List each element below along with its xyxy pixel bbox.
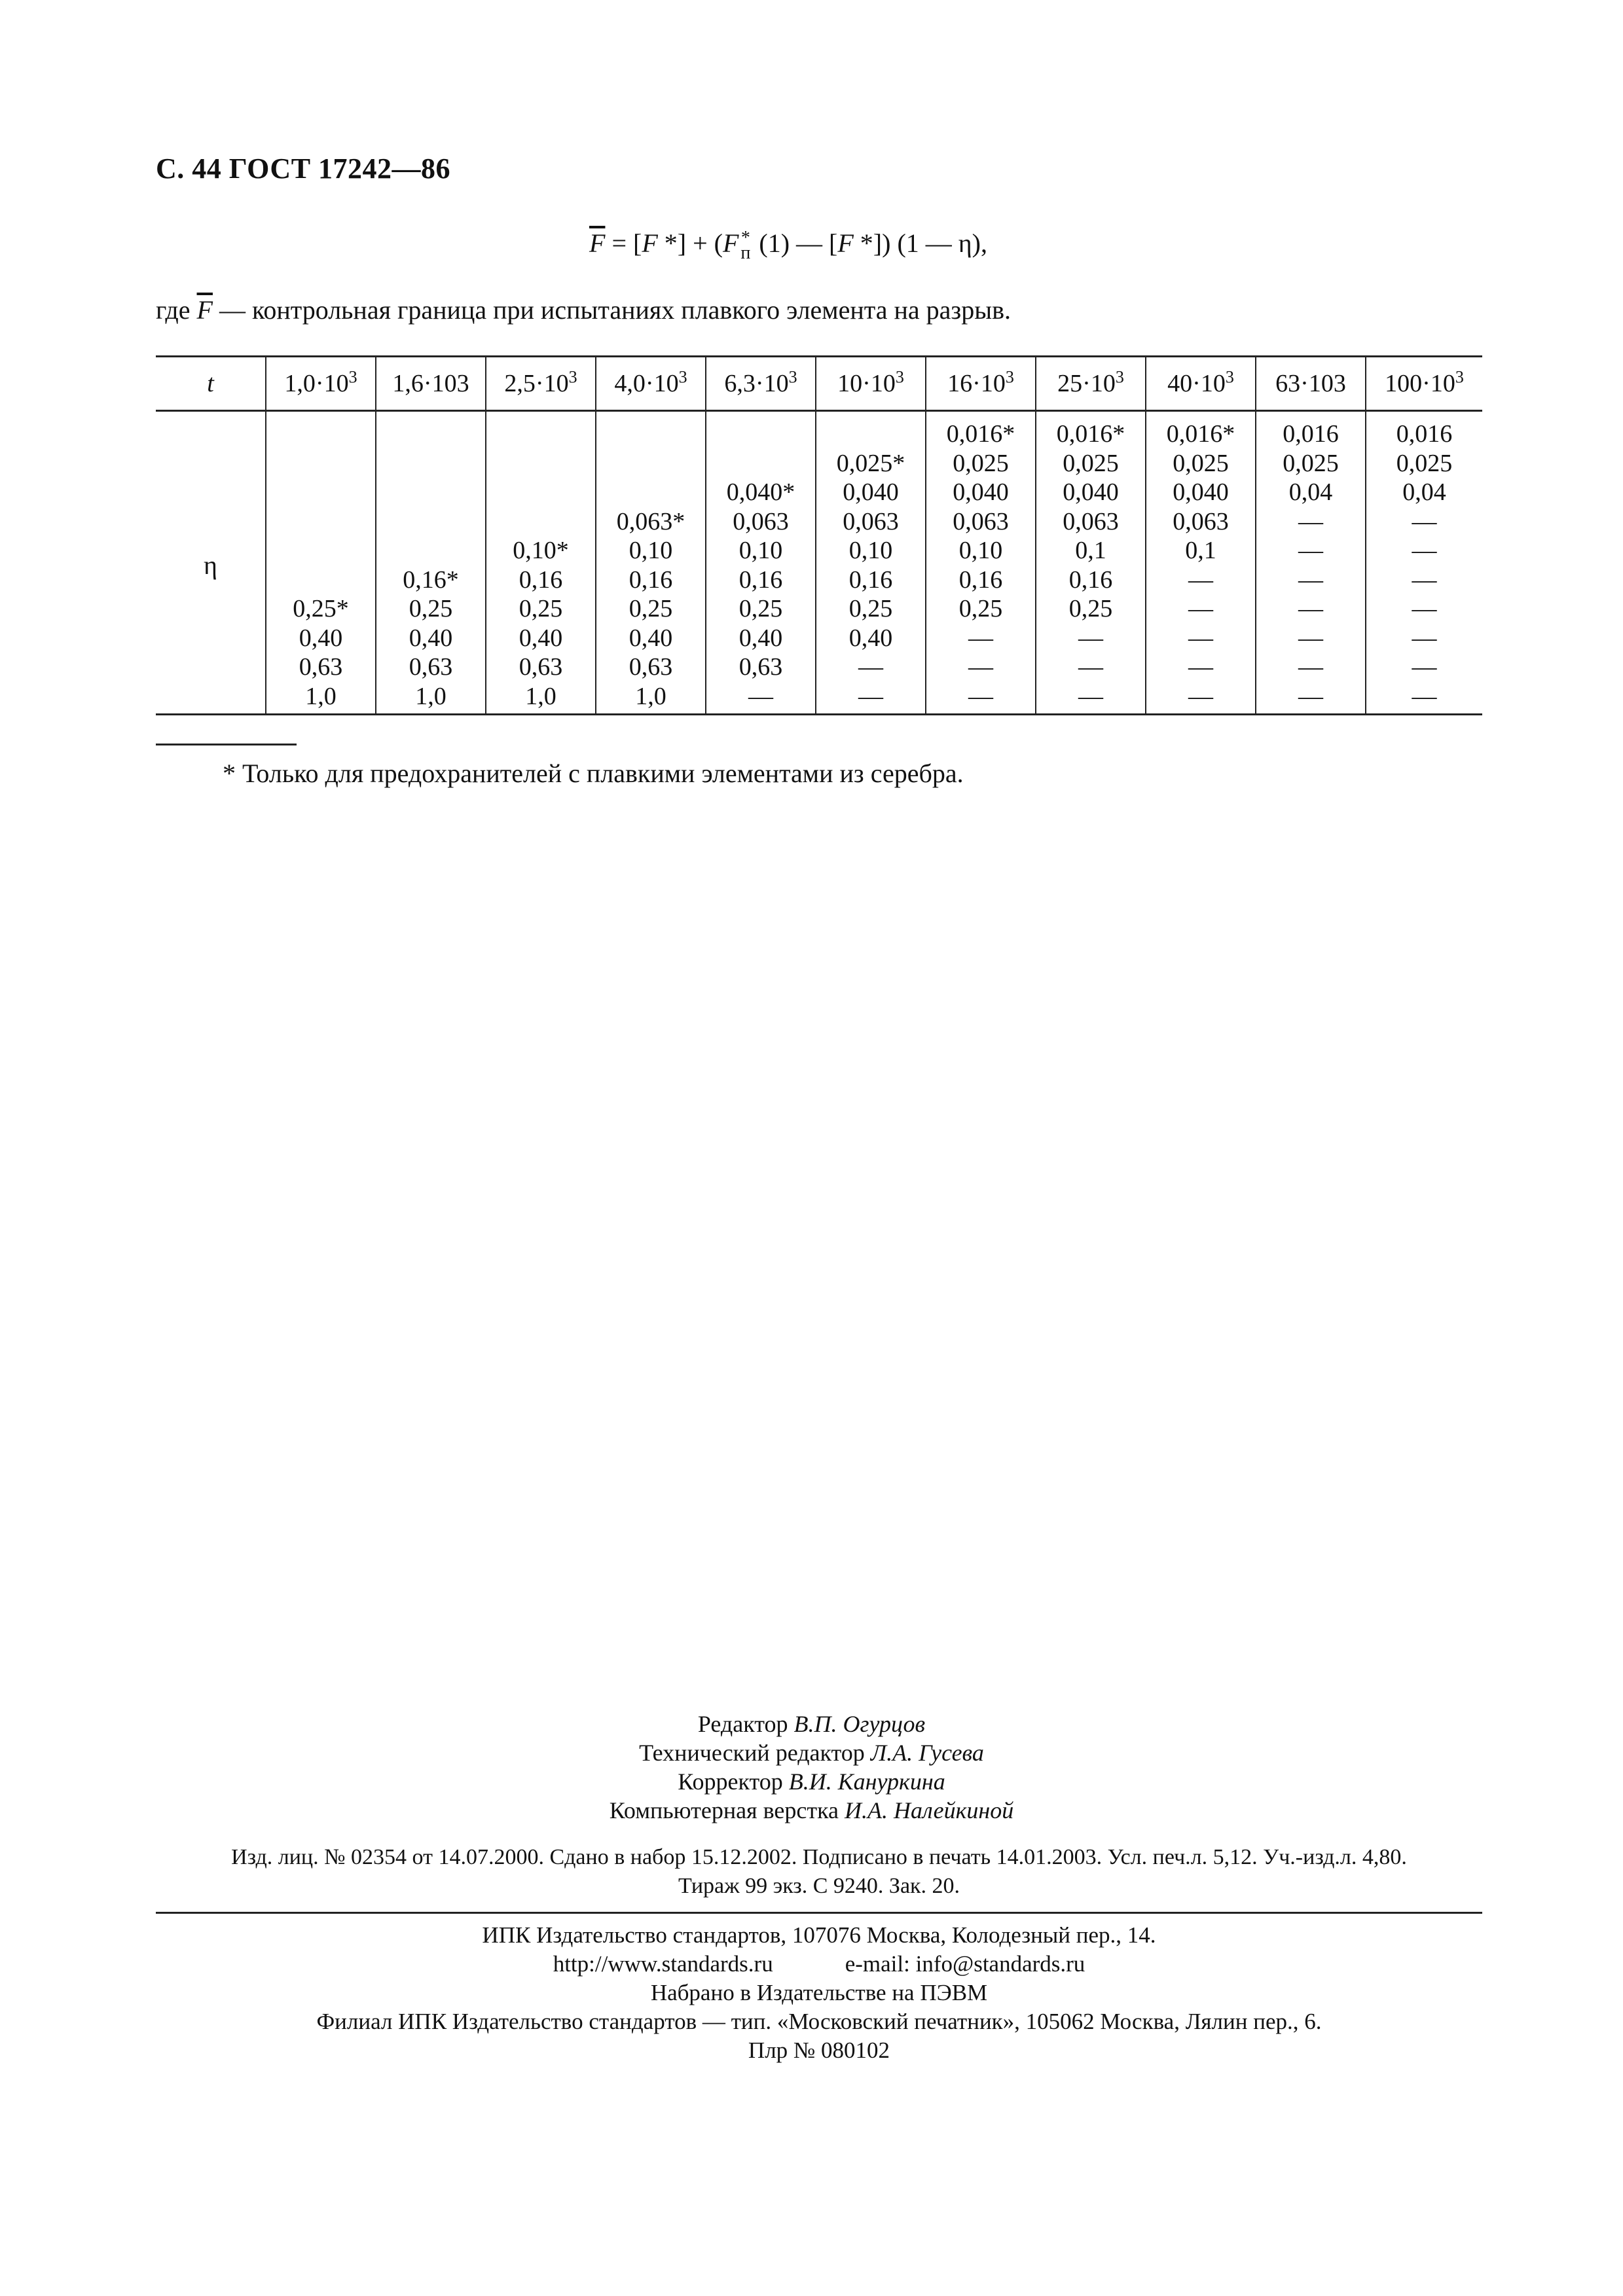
credit-line — [0, 1796, 1623, 1825]
credit-line — [0, 1710, 1623, 1738]
eta-value: 0,25* — [293, 595, 349, 622]
eta-value: — — [1412, 565, 1437, 594]
eta-value: — — [1188, 565, 1213, 594]
eta-value: 0,063 — [1063, 507, 1119, 535]
eta-value: 0,16 — [519, 565, 563, 594]
eta-value: — — [1188, 682, 1213, 710]
column-header-base: 10·10 — [837, 370, 896, 397]
eta-value: 0,04 — [1402, 478, 1446, 506]
eta-value: 0,1 — [1185, 537, 1216, 564]
eta-column-cell — [596, 411, 706, 715]
imprint-line: Изд. лиц. № 02354 от 14.07.2000. Сдано в набор 15.12.2002. Подписано в печать 14.01.2003. Усл. печ.л. 5,12. Уч.-изд.л. 4,80. — [231, 1845, 1407, 1869]
imprint — [156, 1843, 1482, 1901]
eta-value: 0,063 — [843, 507, 899, 535]
column-header — [706, 357, 816, 411]
credit-line — [0, 1767, 1623, 1796]
eta-value: 0,25 — [1068, 595, 1113, 622]
eta-value: 0,025 — [953, 449, 1009, 477]
eta-column-cell — [266, 411, 376, 715]
eta-value: 0,40 — [519, 624, 563, 652]
table-header-row — [156, 357, 1482, 411]
publisher-url[interactable]: http://www.standards.ru — [553, 1951, 773, 1977]
eta-value: 1,0 — [415, 682, 447, 710]
eta-value: — — [1298, 624, 1323, 652]
eta-value: 0,016* — [1166, 420, 1235, 448]
eta-value: 0,63 — [299, 653, 343, 681]
formula-sub: п — [740, 242, 751, 263]
formula-symbol: F — [837, 228, 854, 258]
eta-value: 0,063* — [616, 507, 685, 535]
eta-value: 0,10* — [513, 537, 569, 564]
publisher-line: Филиал ИПК Издательство стандартов — тип. «Московский печатник», 105062 Москва, Лялин пер., 6. — [316, 2009, 1322, 2034]
column-header-base: 16·10 — [947, 370, 1006, 397]
eta-value: — — [748, 682, 773, 710]
definition — [156, 295, 1011, 325]
eta-value: 0,016* — [1056, 420, 1125, 448]
eta-value: 0,025 — [1396, 449, 1453, 477]
eta-value: 0,040 — [953, 478, 1009, 506]
eta-value: — — [1298, 507, 1323, 535]
eta-value: 0,16 — [739, 565, 783, 594]
eta-value: — — [1412, 595, 1437, 622]
column-header-exponent: 3 — [1115, 367, 1124, 387]
column-header-exponent: 3 — [678, 367, 687, 387]
page-header: С. 44 ГОСТ 17242—86 — [156, 152, 451, 185]
column-header-base: 1,6·103 — [392, 370, 469, 397]
eta-column-cell — [706, 411, 816, 715]
footnote-rule — [156, 744, 297, 745]
table-row — [156, 411, 1482, 715]
eta-value: 0,40 — [848, 624, 893, 652]
eta-value: 0,63 — [409, 653, 453, 681]
column-header-base: 6,3·10 — [724, 370, 789, 397]
eta-value: 0,016 — [1283, 420, 1339, 448]
eta-column-cell — [1366, 411, 1482, 715]
eta-column-cell — [376, 411, 486, 715]
eta-value: 0,16 — [1068, 565, 1113, 594]
column-header-exponent: 3 — [895, 367, 904, 387]
publisher-email[interactable]: e-mail: info@standards.ru — [845, 1951, 1085, 1977]
eta-table — [156, 355, 1482, 715]
credit-role: Компьютерная верстка — [609, 1797, 845, 1823]
column-header-base: 40·10 — [1167, 370, 1226, 397]
eta-value: 0,25 — [739, 595, 783, 622]
formula-part: *]) (1 — η), — [853, 228, 987, 258]
eta-value: — — [1412, 682, 1437, 710]
definition-symbol: $\overline{F}$ — [196, 295, 213, 325]
formula-symbol: F — [722, 228, 739, 258]
eta-column-cell — [1036, 411, 1146, 715]
eta-value: — — [1078, 653, 1103, 681]
eta-value: 0,25 — [848, 595, 893, 622]
eta-value: 0,025 — [1173, 449, 1229, 477]
eta-value: 0,025 — [1283, 449, 1339, 477]
credit-role: Корректор — [678, 1768, 789, 1795]
eta-value: — — [1188, 653, 1213, 681]
formula — [589, 228, 987, 263]
eta-value: 1,0 — [305, 682, 337, 710]
eta-value: 0,40 — [299, 624, 343, 652]
eta-value: 0,063 — [953, 507, 1009, 535]
eta-value: 0,25 — [519, 595, 563, 622]
credit-role: Технический редактор — [639, 1740, 871, 1766]
eta-column-cell — [486, 411, 596, 715]
column-header-exponent: 3 — [1455, 367, 1464, 387]
eta-label: η — [204, 550, 217, 580]
eta-value: — — [1412, 537, 1437, 564]
credit-line — [0, 1738, 1623, 1767]
column-header-exponent: 3 — [1225, 367, 1234, 387]
eta-value: 0,10 — [958, 537, 1003, 564]
eta-value: 0,040* — [726, 478, 795, 506]
eta-value: 0,40 — [409, 624, 453, 652]
eta-value: — — [968, 624, 993, 652]
eta-value: 0,063 — [733, 507, 789, 535]
eta-value: — — [858, 682, 883, 710]
eta-value: 1,0 — [635, 682, 666, 710]
eta-value: — — [1298, 653, 1323, 681]
eta-value: — — [1298, 682, 1323, 710]
formula-subsup — [740, 228, 751, 263]
eta-value: 0,063 — [1173, 507, 1229, 535]
credit-role: Редактор — [697, 1711, 794, 1737]
eta-value: 0,040 — [1063, 478, 1119, 506]
eta-value: 0,63 — [739, 653, 783, 681]
column-header-base: 4,0·10 — [614, 370, 679, 397]
eta-column-cell — [816, 411, 926, 715]
eta-value: — — [1078, 624, 1103, 652]
eta-value: 0,16 — [629, 565, 673, 594]
imprint-rule — [156, 1912, 1482, 1914]
eta-value: 0,25 — [629, 595, 673, 622]
eta-value: 0,25 — [958, 595, 1003, 622]
publisher-line: Плр № 080102 — [748, 2037, 890, 2063]
credit-name: И.А. Налейкиной — [845, 1797, 1014, 1823]
column-header — [1366, 357, 1482, 411]
column-header — [376, 357, 486, 411]
eta-value: — — [1078, 682, 1103, 710]
eta-value: — — [1188, 624, 1213, 652]
eta-value: — — [1412, 507, 1437, 535]
credit-name: В.И. Кануркина — [788, 1768, 945, 1795]
formula-part: = [ — [605, 228, 642, 258]
eta-value: 0,1 — [1075, 537, 1106, 564]
eta-value: 0,040 — [1173, 478, 1229, 506]
eta-value: — — [1298, 537, 1323, 564]
eta-value: 0,25 — [409, 595, 453, 622]
eta-value: 0,10 — [739, 537, 783, 564]
eta-value: — — [858, 653, 883, 681]
eta-value: 0,63 — [519, 653, 563, 681]
eta-column-cell — [1146, 411, 1256, 715]
column-header-base: 2,5·10 — [504, 370, 569, 397]
definition-prefix: где — [156, 295, 197, 325]
eta-column-cell — [1256, 411, 1366, 715]
column-header-base: 1,0·10 — [284, 370, 349, 397]
column-header — [816, 357, 926, 411]
eta-value: 0,40 — [739, 624, 783, 652]
publisher-contacts — [553, 1950, 1085, 1979]
credits — [0, 1710, 1623, 1825]
footnote: * Только для предохранителей с плавкими элементами из серебра. — [223, 759, 964, 788]
column-header-exponent: 3 — [568, 367, 577, 387]
column-header-base: 25·10 — [1057, 370, 1116, 397]
eta-value: 0,025* — [836, 449, 905, 477]
eta-value: 0,16 — [958, 565, 1003, 594]
publisher-info — [156, 1921, 1482, 2065]
column-header-exponent: 3 — [788, 367, 797, 387]
eta-value: 0,63 — [629, 653, 673, 681]
column-header — [1146, 357, 1256, 411]
eta-value: 0,016* — [946, 420, 1015, 448]
eta-value: — — [1412, 653, 1437, 681]
credit-name: Л.А. Гусева — [870, 1740, 984, 1766]
eta-value: 0,040 — [843, 478, 899, 506]
eta-value: — — [1298, 565, 1323, 594]
formula-lhs: $\overline{F}$ — [589, 228, 606, 258]
eta-value: 0,016 — [1396, 420, 1453, 448]
eta-value: — — [968, 653, 993, 681]
eta-value: — — [1188, 595, 1213, 622]
eta-value: 0,04 — [1288, 478, 1333, 506]
eta-value: 0,40 — [629, 624, 673, 652]
formula-sup: * — [740, 228, 750, 249]
eta-value: — — [1412, 624, 1437, 652]
t-label: t — [207, 370, 214, 397]
eta-value: — — [1298, 595, 1323, 622]
column-header-base: 63·103 — [1275, 370, 1346, 397]
eta-value: 0,16* — [403, 565, 459, 594]
column-header — [596, 357, 706, 411]
eta-value: 0,10 — [848, 537, 893, 564]
formula-part: *] + ( — [657, 228, 723, 258]
column-header — [926, 357, 1036, 411]
column-header — [486, 357, 596, 411]
publisher-line: Набрано в Издательстве на ПЭВМ — [650, 1980, 988, 2005]
column-header-exponent: 3 — [348, 367, 357, 387]
credit-name: В.П. Огурцов — [793, 1711, 926, 1737]
eta-value: 0,10 — [629, 537, 673, 564]
eta-value: — — [968, 682, 993, 710]
publisher-line: ИПК Издательство стандартов, 107076 Москва, Колодезный пер., 14. — [482, 1922, 1156, 1948]
imprint-line: Тираж 99 экз. С 9240. Зак. 20. — [678, 1874, 960, 1898]
formula-symbol: F — [642, 228, 658, 258]
eta-column-cell — [926, 411, 1036, 715]
column-header-base: 100·10 — [1385, 370, 1455, 397]
eta-value: 0,025 — [1063, 449, 1119, 477]
column-header — [1256, 357, 1366, 411]
definition-text: — контрольная граница при испытаниях плавкого элемента на разрыв. — [212, 295, 1011, 325]
column-header-exponent: 3 — [1005, 367, 1014, 387]
column-header — [266, 357, 376, 411]
eta-value: 0,16 — [848, 565, 893, 594]
formula-part: (1) — [ — [752, 228, 838, 258]
column-header — [1036, 357, 1146, 411]
eta-value: 1,0 — [525, 682, 556, 710]
